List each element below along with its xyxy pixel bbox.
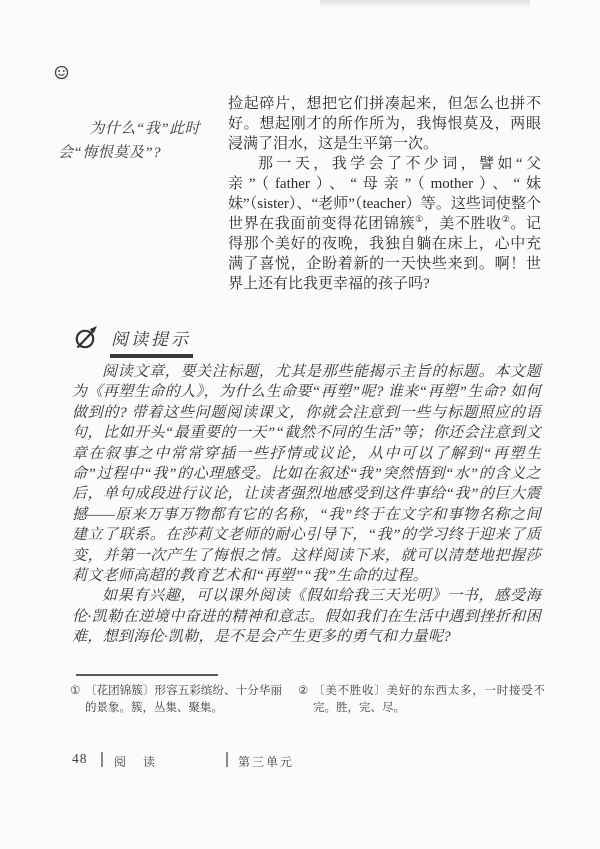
lesson-text-column — [228, 94, 541, 294]
footer-section-label: 阅 读 — [114, 755, 163, 769]
page-footer — [0, 750, 600, 770]
footer-divider — [101, 752, 103, 767]
page-number: 48 — [72, 751, 88, 766]
footnote-1 — [70, 683, 282, 717]
footnote-text: 〔花团锦簇〕形容五彩缤纷、十分华丽的景象。簇，丛集、聚集。 — [85, 685, 282, 714]
footnote-ref-1: ① — [415, 214, 424, 224]
tips-paragraph: 如果有兴趣，可以课外阅读《假如给我三天光明》一书，感受海伦·凯勒在逆境中奋进的精神和意志。假如我们在生活中遇到挫折和困难，想到海伦·凯勒，是不是会产生更多的勇气和力量呢? — [72, 588, 541, 646]
footnotes — [70, 683, 550, 717]
footer-divider — [226, 752, 228, 767]
lesson-paragraph: 捡起碎片，想把它们拼凑起来，但怎么也拼不好。想起刚才的所作所为，我悔恨莫及，两眼浸满了泪水，这是生平第一次。 — [228, 96, 541, 152]
smiley-face-icon — [54, 65, 69, 80]
footnote-text: 〔美不胜收〕美好的东西太多，一时接受不完。胜，完、尽。 — [313, 685, 545, 714]
margin-annotation: 为什么“我”此时会“悔恨莫及”? — [58, 121, 201, 161]
footnote-2 — [298, 683, 545, 717]
footnote-ref-2: ② — [501, 214, 511, 224]
scan-artifact — [320, 0, 530, 8]
paragraph-text: ，美不胜收 — [423, 216, 502, 232]
reading-tips-title: 阅读提示 — [110, 325, 193, 358]
paragraph-text: 那一天，我学会了不少词，譬如“父亲”（father）、“母亲”（mother）、“妹妹”（sister）、“老师”（teacher）等。这些词使整个世界在我面前变得花团锦簇 — [228, 156, 541, 232]
tips-paragraph: 阅读文章，要关注标题，尤其是那些能揭示主旨的标题。本文题为《再塑生命的人》，为什么生命要“再塑”呢? 谁来“再塑”生命? 如何做到的? 带着这些问题阅读课文，你就会注意到一些与标题照应的语句，比如开头“最重要的一天”“截然不同的生活”等；你还会注意到文章在叙事之中常常穿插一些抒情或议论，从中可以了解到“再塑生命”过程中“我”的心理感受。比如在叙述“我”突然悟到“水”的含义之后，单句成段进行议论，让读者强烈地感受到这件事给“我”的巨大震撼——原来万事万物都有它的名称，“我”终于在文字和事物名称之间建立了联系。在莎莉文老师的耐心引导下，“我”的学习终于迎来了质变，并第一次产生了悔恨之情。这样阅读下来，就可以清楚地把握莎莉文老师高超的教育艺术和“再塑”“我”生命的过程。 — [72, 364, 541, 585]
footnote-divider — [76, 674, 218, 676]
paragraph-text: 。记得那个美好的夜晚，我独自躺在床上，心中充满了喜悦，企盼着新的一天快些来到。啊！世界上还有比我更幸福的孩子吗? — [228, 216, 541, 292]
footnote-marker: ② — [298, 685, 309, 697]
footnote-marker: ① — [70, 685, 81, 697]
lesson-paragraph — [228, 154, 541, 294]
reading-tips-body — [72, 362, 541, 648]
pen-circle-icon — [74, 324, 100, 351]
footer-unit-label: 第三单元 — [238, 755, 295, 769]
